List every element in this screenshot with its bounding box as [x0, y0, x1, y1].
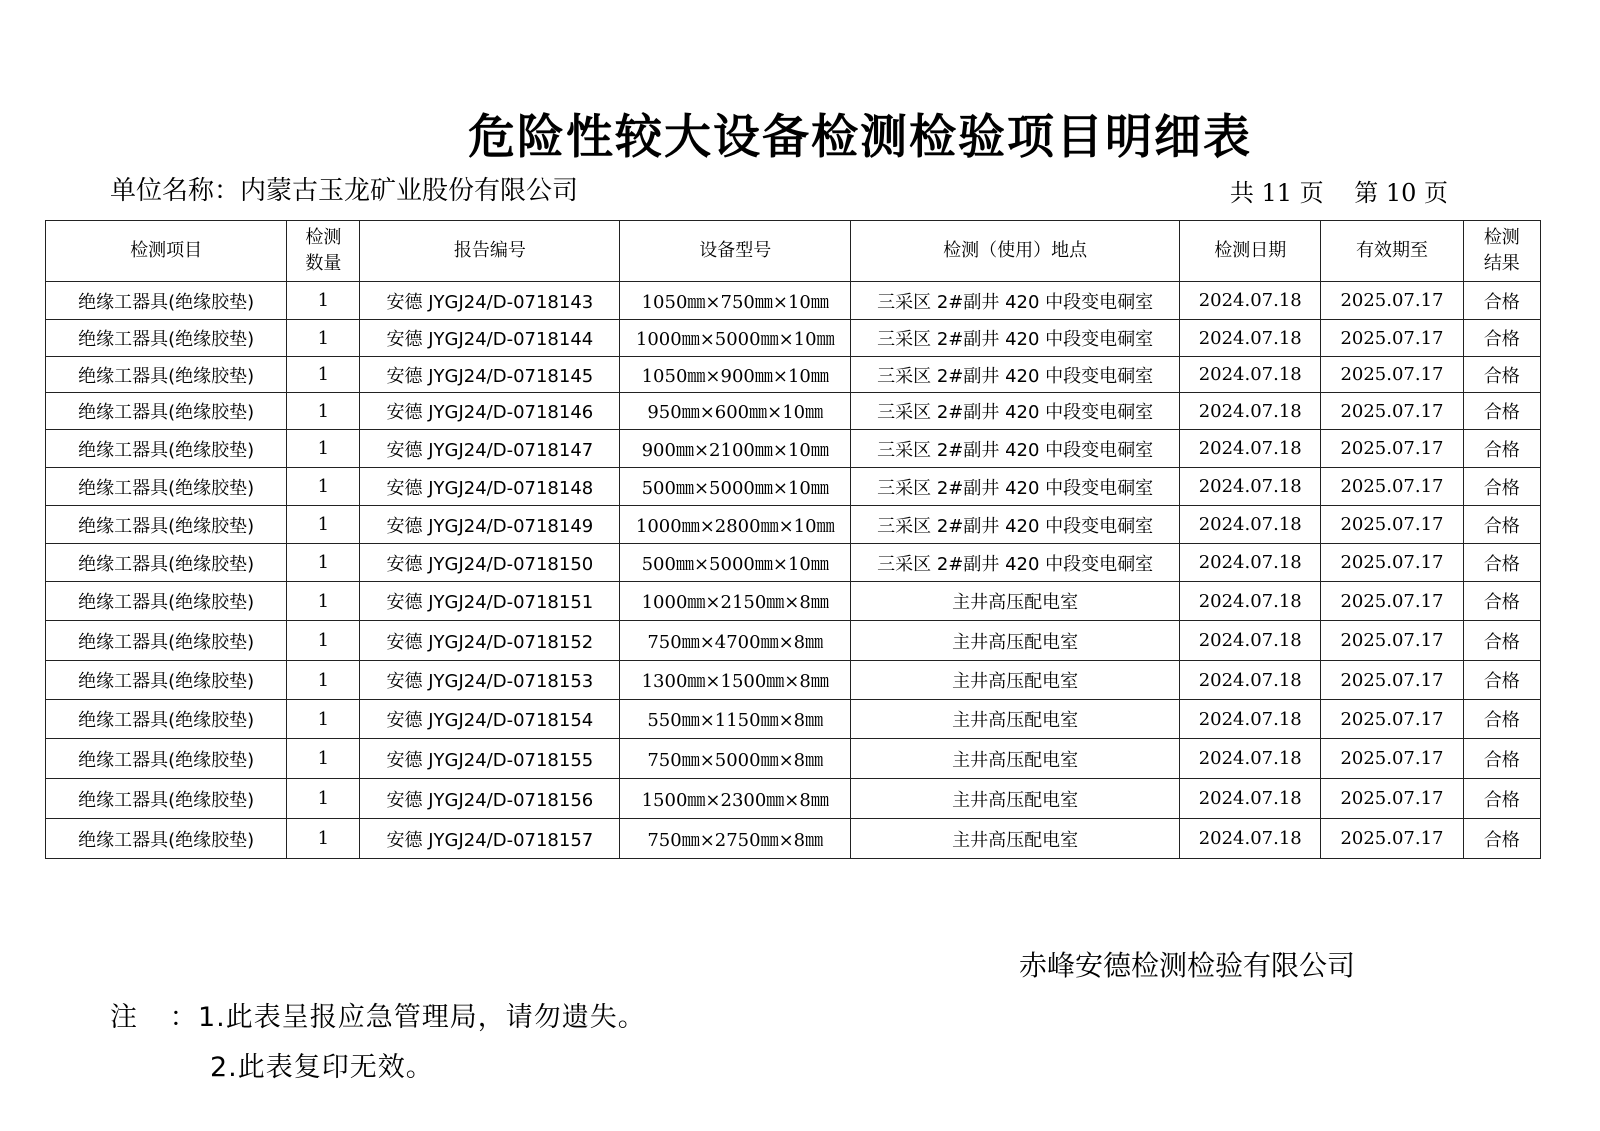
cell-item: 绝缘工器具(绝缘胶垫) — [46, 430, 287, 468]
cell-valid-until: 2025.07.17 — [1321, 393, 1463, 430]
table-row — [46, 700, 1541, 739]
cell-model: 1050㎜×900㎜×10㎜ — [620, 357, 851, 393]
cell-test-date: 2024.07.18 — [1180, 661, 1321, 700]
cell-test-date: 2024.07.18 — [1180, 357, 1321, 393]
cell-result: 合格 — [1463, 506, 1540, 544]
cell-result: 合格 — [1463, 544, 1540, 582]
cell-location: 三采区 2#副井 420 中段变电硐室 — [851, 357, 1180, 393]
cell-quantity: 1 — [287, 357, 360, 393]
cell-location: 三采区 2#副井 420 中段变电硐室 — [851, 430, 1180, 468]
cell-model: 1500㎜×2300㎜×8㎜ — [620, 779, 851, 819]
cell-quantity: 1 — [287, 393, 360, 430]
cell-valid-until: 2025.07.17 — [1321, 661, 1463, 700]
cell-model: 900㎜×2100㎜×10㎜ — [620, 430, 851, 468]
cell-quantity: 1 — [287, 700, 360, 739]
cell-location: 三采区 2#副井 420 中段变电硐室 — [851, 282, 1180, 320]
cell-quantity: 1 — [287, 739, 360, 779]
cell-item: 绝缘工器具(绝缘胶垫) — [46, 320, 287, 357]
inspection-company: 赤峰安德检测检验有限公司 — [1018, 949, 1355, 982]
table-row — [46, 779, 1541, 819]
cell-model: 950㎜×600㎜×10㎜ — [620, 393, 851, 430]
cell-location: 三采区 2#副井 420 中段变电硐室 — [851, 544, 1180, 582]
cell-quantity: 1 — [287, 468, 360, 506]
note-item-2: 2.此表复印无效。 — [210, 1052, 434, 1083]
cell-item: 绝缘工器具(绝缘胶垫) — [46, 544, 287, 582]
cell-result: 合格 — [1463, 393, 1540, 430]
cell-valid-until: 2025.07.17 — [1321, 544, 1463, 582]
note-item-1: 1.此表呈报应急管理局，请勿遗失。 — [198, 1002, 646, 1033]
cell-test-date: 2024.07.18 — [1180, 779, 1321, 819]
cell-result: 合格 — [1463, 582, 1540, 621]
cell-quantity: 1 — [287, 621, 360, 661]
column-header-model: 设备型号 — [620, 221, 851, 282]
table-row — [46, 393, 1541, 430]
column-header-valid-until: 有效期至 — [1321, 221, 1463, 282]
table-row — [46, 544, 1541, 582]
cell-result: 合格 — [1463, 661, 1540, 700]
table-row — [46, 739, 1541, 779]
notes-label: 注 ： — [110, 1002, 209, 1033]
column-header-quantity: 检测 数量 — [287, 221, 360, 282]
cell-valid-until: 2025.07.17 — [1321, 582, 1463, 621]
table-body — [46, 282, 1541, 859]
cell-location: 三采区 2#副井 420 中段变电硐室 — [851, 506, 1180, 544]
cell-item: 绝缘工器具(绝缘胶垫) — [46, 468, 287, 506]
cell-model: 1000㎜×2800㎜×10㎜ — [620, 506, 851, 544]
cell-item: 绝缘工器具(绝缘胶垫) — [46, 779, 287, 819]
cell-item: 绝缘工器具(绝缘胶垫) — [46, 393, 287, 430]
cell-item: 绝缘工器具(绝缘胶垫) — [46, 621, 287, 661]
table-row — [46, 357, 1541, 393]
cell-quantity: 1 — [287, 506, 360, 544]
cell-valid-until: 2025.07.17 — [1321, 739, 1463, 779]
unit-name: 单位名称：内蒙古玉龙矿业股份有限公司 — [110, 176, 579, 206]
cell-item: 绝缘工器具(绝缘胶垫) — [46, 819, 287, 859]
cell-location: 主井高压配电室 — [851, 739, 1180, 779]
pagination — [1230, 173, 1448, 208]
cell-test-date: 2024.07.18 — [1180, 582, 1321, 621]
cell-location: 主井高压配电室 — [851, 582, 1180, 621]
cell-quantity: 1 — [287, 430, 360, 468]
cell-valid-until: 2025.07.17 — [1321, 700, 1463, 739]
table-row — [46, 582, 1541, 621]
cell-report-number: 安德 JYGJ24/D-0718153 — [360, 661, 620, 700]
cell-item: 绝缘工器具(绝缘胶垫) — [46, 357, 287, 393]
cell-model: 750㎜×5000㎜×8㎜ — [620, 739, 851, 779]
cell-location: 主井高压配电室 — [851, 819, 1180, 859]
cell-item: 绝缘工器具(绝缘胶垫) — [46, 582, 287, 621]
cell-test-date: 2024.07.18 — [1180, 819, 1321, 859]
cell-report-number: 安德 JYGJ24/D-0718155 — [360, 739, 620, 779]
column-header-result: 检测 结果 — [1463, 221, 1540, 282]
cell-test-date: 2024.07.18 — [1180, 430, 1321, 468]
cell-test-date: 2024.07.18 — [1180, 739, 1321, 779]
table-row — [46, 430, 1541, 468]
cell-report-number: 安德 JYGJ24/D-0718157 — [360, 819, 620, 859]
cell-result: 合格 — [1463, 779, 1540, 819]
cell-result: 合格 — [1463, 357, 1540, 393]
cell-model: 1000㎜×5000㎜×10㎜ — [620, 320, 851, 357]
cell-location: 主井高压配电室 — [851, 661, 1180, 700]
document-title: 危险性较大设备检测检验项目明细表 — [468, 110, 1252, 165]
table-row — [46, 661, 1541, 700]
table-row — [46, 506, 1541, 544]
cell-valid-until: 2025.07.17 — [1321, 430, 1463, 468]
cell-valid-until: 2025.07.17 — [1321, 357, 1463, 393]
cell-test-date: 2024.07.18 — [1180, 320, 1321, 357]
cell-result: 合格 — [1463, 739, 1540, 779]
cell-report-number: 安德 JYGJ24/D-0718154 — [360, 700, 620, 739]
cell-report-number: 安德 JYGJ24/D-0718145 — [360, 357, 620, 393]
column-header-location: 检测（使用）地点 — [851, 221, 1180, 282]
table-row — [46, 621, 1541, 661]
cell-location: 三采区 2#副井 420 中段变电硐室 — [851, 320, 1180, 357]
cell-report-number: 安德 JYGJ24/D-0718143 — [360, 282, 620, 320]
cell-valid-until: 2025.07.17 — [1321, 282, 1463, 320]
cell-model: 750㎜×2750㎜×8㎜ — [620, 819, 851, 859]
cell-quantity: 1 — [287, 544, 360, 582]
cell-report-number: 安德 JYGJ24/D-0718156 — [360, 779, 620, 819]
cell-valid-until: 2025.07.17 — [1321, 779, 1463, 819]
cell-location: 主井高压配电室 — [851, 621, 1180, 661]
cell-result: 合格 — [1463, 282, 1540, 320]
cell-report-number: 安德 JYGJ24/D-0718151 — [360, 582, 620, 621]
cell-report-number: 安德 JYGJ24/D-0718144 — [360, 320, 620, 357]
cell-valid-until: 2025.07.17 — [1321, 468, 1463, 506]
page-current: 第 10 页 — [1354, 179, 1448, 207]
cell-item: 绝缘工器具(绝缘胶垫) — [46, 282, 287, 320]
cell-result: 合格 — [1463, 430, 1540, 468]
cell-report-number: 安德 JYGJ24/D-0718148 — [360, 468, 620, 506]
inspection-table — [45, 220, 1541, 859]
cell-result: 合格 — [1463, 621, 1540, 661]
cell-result: 合格 — [1463, 819, 1540, 859]
cell-item: 绝缘工器具(绝缘胶垫) — [46, 739, 287, 779]
cell-test-date: 2024.07.18 — [1180, 544, 1321, 582]
cell-item: 绝缘工器具(绝缘胶垫) — [46, 700, 287, 739]
cell-result: 合格 — [1463, 468, 1540, 506]
cell-report-number: 安德 JYGJ24/D-0718149 — [360, 506, 620, 544]
cell-quantity: 1 — [287, 779, 360, 819]
cell-location: 三采区 2#副井 420 中段变电硐室 — [851, 393, 1180, 430]
cell-test-date: 2024.07.18 — [1180, 621, 1321, 661]
table-row — [46, 320, 1541, 357]
cell-model: 500㎜×5000㎜×10㎜ — [620, 468, 851, 506]
cell-result: 合格 — [1463, 700, 1540, 739]
cell-result: 合格 — [1463, 320, 1540, 357]
cell-report-number: 安德 JYGJ24/D-0718150 — [360, 544, 620, 582]
cell-test-date: 2024.07.18 — [1180, 393, 1321, 430]
cell-model: 750㎜×4700㎜×8㎜ — [620, 621, 851, 661]
cell-report-number: 安德 JYGJ24/D-0718147 — [360, 430, 620, 468]
cell-model: 500㎜×5000㎜×10㎜ — [620, 544, 851, 582]
cell-report-number: 安德 JYGJ24/D-0718146 — [360, 393, 620, 430]
cell-quantity: 1 — [287, 582, 360, 621]
page-total: 共 11 页 — [1229, 179, 1324, 207]
cell-valid-until: 2025.07.17 — [1321, 506, 1463, 544]
cell-item: 绝缘工器具(绝缘胶垫) — [46, 506, 287, 544]
cell-valid-until: 2025.07.17 — [1321, 320, 1463, 357]
cell-location: 主井高压配电室 — [851, 779, 1180, 819]
column-header-item: 检测项目 — [46, 221, 287, 282]
cell-test-date: 2024.07.18 — [1180, 282, 1321, 320]
table-header-row — [46, 221, 1541, 282]
cell-quantity: 1 — [287, 320, 360, 357]
table-row — [46, 282, 1541, 320]
cell-valid-until: 2025.07.17 — [1321, 819, 1463, 859]
cell-test-date: 2024.07.18 — [1180, 506, 1321, 544]
cell-item: 绝缘工器具(绝缘胶垫) — [46, 661, 287, 700]
cell-quantity: 1 — [287, 819, 360, 859]
cell-test-date: 2024.07.18 — [1180, 468, 1321, 506]
column-header-test-date: 检测日期 — [1180, 221, 1321, 282]
cell-location: 三采区 2#副井 420 中段变电硐室 — [851, 468, 1180, 506]
cell-model: 550㎜×1150㎜×8㎜ — [620, 700, 851, 739]
cell-quantity: 1 — [287, 661, 360, 700]
cell-quantity: 1 — [287, 282, 360, 320]
cell-report-number: 安德 JYGJ24/D-0718152 — [360, 621, 620, 661]
cell-valid-until: 2025.07.17 — [1321, 621, 1463, 661]
cell-model: 1050㎜×750㎜×10㎜ — [620, 282, 851, 320]
table-row — [46, 468, 1541, 506]
cell-test-date: 2024.07.18 — [1180, 700, 1321, 739]
column-header-report-number: 报告编号 — [360, 221, 620, 282]
cell-model: 1000㎜×2150㎜×8㎜ — [620, 582, 851, 621]
cell-model: 1300㎜×1500㎜×8㎜ — [620, 661, 851, 700]
table-row — [46, 819, 1541, 859]
cell-location: 主井高压配电室 — [851, 700, 1180, 739]
